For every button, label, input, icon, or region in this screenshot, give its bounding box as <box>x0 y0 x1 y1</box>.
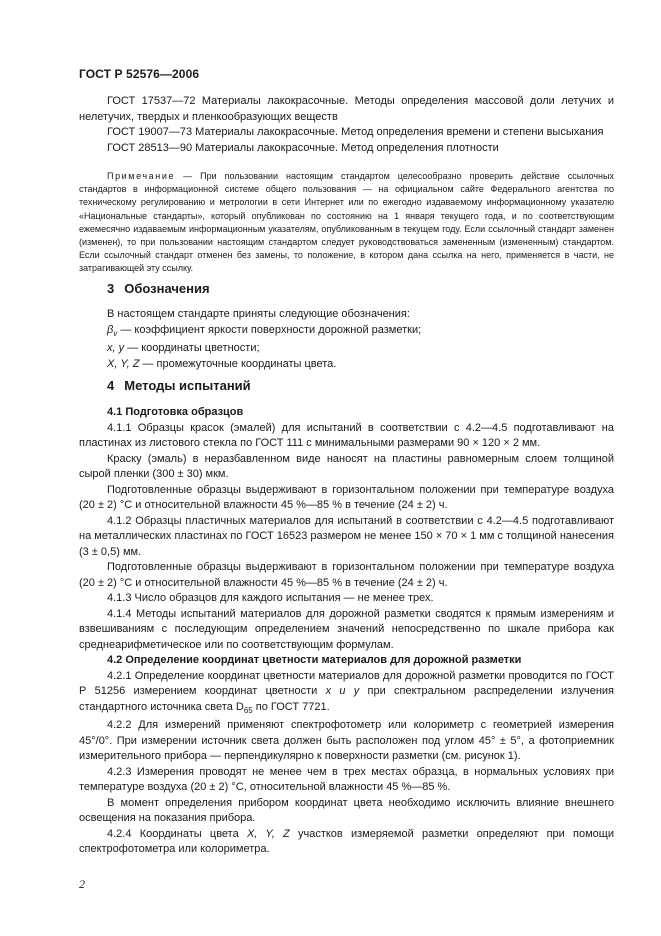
symbol-item: X, Y, Z — промежуточные координаты цвета. <box>107 357 337 370</box>
symbol-item: x, y — координаты цветности; <box>107 342 260 355</box>
section-3-body <box>79 307 614 372</box>
paragraph: 4.1.3 Число образцов для каждого испытания — не менее трех. <box>107 592 434 604</box>
document-header: ГОСТ Р 52576—2006 <box>79 67 200 81</box>
paragraph: 4.2.1 Определение координат цветности материалов для дорожной разметки проводится по ГОСТ Р 51256 измерением координат цветности x и y при спектральном распределении излучения стандартного источника света $D_{65}$ по ГОСТ 7721. <box>79 669 615 715</box>
paragraph: Подготовленные образцы выдерживают в горизонтальном положении при температуре воздуха (20 ± 2) °С и относительной влажности 45 %—85 % в течение (24 ± 2) ч. <box>79 483 614 511</box>
section-4-body <box>79 405 614 858</box>
paragraph: В момент определения прибором координат цвета необходимо исключить влияние внешнего освещения на показания прибора. <box>79 796 614 825</box>
paragraph: 4.2.2 Для измерений применяют спектрофотометр или колориметр с геометрией измерения 45°/0°. При измерении источник света должен быть расположен под углом 45° ± 5°, а фотоприемник измерительного прибора — перпендикулярно к поверхности разметки (см. рисунок 1). <box>79 719 614 763</box>
paragraph: 4.2.3 Измерения проводят не менее чем в трех местах образца, в нормальных условиях при температуре воздуха (20 ± 2) °С, относительной влажности 45 %—85 %. <box>79 765 614 794</box>
note-block <box>79 170 614 276</box>
page-number: 2 <box>79 877 85 891</box>
section-4-heading: 4 Методы испытаний <box>107 378 251 393</box>
symbol-item: $\beta_v$ — коэффициент яркости поверхности дорожной разметки; <box>107 323 422 338</box>
reference-item: ГОСТ 19007—73 Материалы лакокрасочные. Метод определения времени и степени высыхания <box>107 126 604 138</box>
paragraph: 4.1.4 Методы испытаний материалов для дорожной разметки сводятся к прямым измерениям и взвешиваниям с последующим определением значений непосредственно по шкале прибора как среднеарифметическое или по соответствующим формулам. <box>79 607 614 651</box>
reference-item: ГОСТ 17537—72 Материалы лакокрасочные. Методы определения массовой доли летучих и нелетучих, твердых и пленкообразующих веществ <box>79 95 614 123</box>
paragraph: 4.1.1 Образцы красок (эмалей) для испытаний в соответствии с 4.2—4.5 подготавливают на пластинах из листового стекла по ГОСТ 111 с минимальными размерами 90 × 120 × 2 мм. <box>79 421 614 449</box>
reference-item: ГОСТ 28513—90 Материалы лакокрасочные. Метод определения плотности <box>107 141 499 154</box>
note-label: Примечание <box>107 171 176 181</box>
section-3-heading: 3 Обозначения <box>107 281 210 296</box>
note-text: — При пользовании настоящим стандартом целесообразно проверить действие ссылочных стандартов в информационной системе общего пользования — на официальном сайте Федерального агентства по техническому регулированию и метрологии в сети Интернет или по ежегодно издаваемому информационному указателю «Национальные стандарты», который опубликован по состоянию на 1 января текущего года, и по соответствующим ежемесячно издаваемым информационным указателям, опубликованным в текущем году. Если ссылочный стандарт заменен (изменен), то при пользовании настоящим стандартом следует руководствоваться замененным (измененным) стандартом. Если ссылочный стандарт отменен без замены, то положение, в котором дана ссылка на него, применяется в части, не затрагивающей эту ссылку. <box>79 171 614 274</box>
references-list <box>79 94 614 156</box>
subsection-4-2-title: 4.2 Определение координат цветности материалов для дорожной разметки <box>107 654 522 666</box>
paragraph: 4.2.4 Координаты цвета X, Y, Z участков измеряемой разметки определяют при помощи спектрофотометра или колориметра. <box>79 827 614 856</box>
paragraph: Подготовленные образцы выдерживают в горизонтальном положении при температуре воздуха (20 ± 2) °С и относительной влажности 45 %—85 % в течение (24 ± 2) ч. <box>79 561 614 589</box>
section-3-intro: В настоящем стандарте приняты следующие обозначения: <box>107 308 410 320</box>
paragraph: Краску (эмаль) в неразбавленном виде наносят на пластины равномерным слоем толщиной сырой пленки (300 ± 30) мкм. <box>79 452 614 480</box>
paragraph: 4.1.2 Образцы пластичных материалов для испытаний в соответствии с 4.2—4.5 подготавливают на металлических пластинах по ГОСТ 16523 размером не менее 150 × 70 × 1 мм с толщиной нанесения (3 ± 0,5) мм. <box>79 514 614 558</box>
subsection-4-1-title: 4.1 Подготовка образцов <box>107 406 244 418</box>
